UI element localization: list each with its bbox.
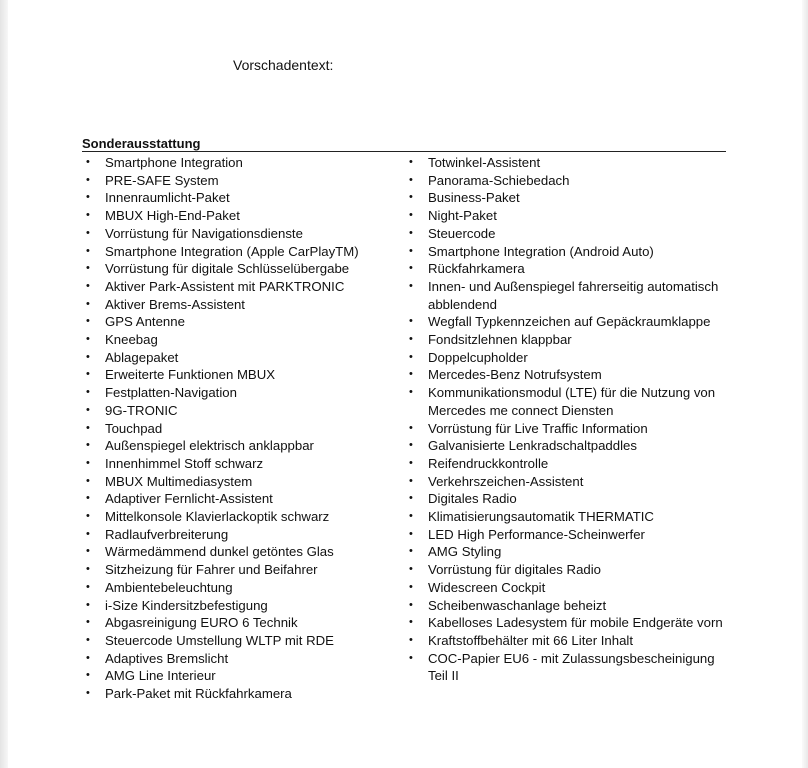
equipment-item-label: Erweiterte Funktionen MBUX: [105, 367, 276, 383]
equipment-item-label: Verkehrszeichen-Assistent: [428, 473, 584, 489]
equipment-item: [405, 207, 730, 225]
bullet-icon: •: [409, 421, 413, 434]
equipment-item-label: Klimatisierungsautomatik THERMATIC: [428, 509, 654, 525]
equipment-item-label: Vorrüstung für Live Traffic Information: [428, 420, 648, 436]
equipment-item: [82, 207, 392, 225]
equipment-item-label: Innen- und Außenspiegel fahrerseitig automatisch abblendend: [428, 278, 719, 312]
bullet-icon: •: [86, 510, 90, 523]
bullet-icon: •: [409, 580, 413, 593]
equipment-item: [405, 473, 730, 491]
bullet-icon: •: [86, 421, 90, 434]
equipment-item: [82, 632, 392, 650]
bullet-icon: •: [86, 173, 90, 186]
bullet-icon: •: [409, 616, 413, 629]
bullet-icon: •: [86, 633, 90, 646]
bullet-icon: •: [409, 350, 413, 363]
bullet-icon: •: [86, 297, 90, 310]
bullet-icon: •: [86, 315, 90, 328]
equipment-item: [82, 331, 392, 349]
equipment-item-label: Vorrüstung für Navigationsdienste: [105, 225, 303, 241]
equipment-item-label: LED High Performance-Scheinwerfer: [428, 526, 645, 542]
equipment-item: [82, 366, 392, 384]
bullet-icon: •: [409, 545, 413, 558]
equipment-item-label: MBUX High-End-Paket: [105, 208, 240, 224]
equipment-item-label: Kneebag: [105, 332, 158, 348]
bullet-icon: •: [409, 510, 413, 523]
bullet-icon: •: [86, 616, 90, 629]
bullet-icon: •: [409, 563, 413, 576]
equipment-item-label: Adaptiver Fernlicht-Assistent: [105, 491, 273, 507]
equipment-item-label: Vorrüstung für digitales Radio: [428, 562, 602, 578]
equipment-item: [405, 349, 730, 367]
bullet-icon: •: [409, 244, 413, 257]
equipment-item-label: Ablagepaket: [105, 349, 179, 365]
equipment-item: [405, 490, 730, 508]
bullet-icon: •: [409, 527, 413, 540]
equipment-item-label: Steuercode Umstellung WLTP mit RDE: [105, 632, 334, 648]
equipment-item: [405, 526, 730, 544]
equipment-item-label: Smartphone Integration: [105, 155, 243, 170]
equipment-item: [82, 278, 392, 296]
equipment-item-label: Doppelcupholder: [428, 349, 528, 365]
equipment-item: [405, 278, 730, 313]
bullet-icon: •: [409, 333, 413, 346]
bullet-icon: •: [409, 474, 413, 487]
equipment-item-label: COC-Papier EU6 - mit Zulassungsbescheinigung Teil II: [428, 650, 715, 684]
equipment-item-label: Touchpad: [105, 420, 163, 436]
bullet-icon: •: [86, 474, 90, 487]
bullet-icon: •: [86, 492, 90, 505]
equipment-item-label: Galvanisierte Lenkradschaltpaddles: [428, 438, 637, 454]
vorschaden-label: Vorschadentext:: [233, 57, 334, 73]
equipment-item: [405, 437, 730, 455]
equipment-item: [82, 667, 392, 685]
equipment-item: [405, 597, 730, 615]
bullet-icon: •: [86, 456, 90, 469]
equipment-item: [82, 225, 392, 243]
equipment-item-label: MBUX Multimediasystem: [105, 473, 253, 489]
equipment-item: [405, 366, 730, 384]
equipment-item-label: Aktiver Park-Assistent mit PARKTRONIC: [105, 278, 345, 294]
equipment-item-label: Night-Paket: [428, 208, 497, 224]
equipment-item: [82, 473, 392, 491]
equipment-item-label: Rückfahrkamera: [428, 261, 525, 277]
bullet-icon: •: [86, 439, 90, 452]
equipment-item-label: Park-Paket mit Rückfahrkamera: [105, 686, 292, 702]
equipment-item-label: Kommunikationsmodul (LTE) für die Nutzung von Mercedes me connect Diensten: [428, 385, 716, 418]
equipment-item: [405, 543, 730, 561]
equipment-item: [82, 154, 392, 172]
equipment-item: [405, 632, 730, 650]
bullet-icon: •: [409, 279, 413, 292]
bullet-icon: •: [86, 598, 90, 611]
equipment-item-label: Reifendruckkontrolle: [428, 455, 549, 471]
bullet-icon: •: [409, 439, 413, 452]
equipment-item-label: Totwinkel-Assistent: [428, 155, 541, 170]
equipment-item: [82, 420, 392, 438]
equipment-item: [82, 384, 392, 402]
bullet-icon: •: [409, 651, 413, 664]
equipment-item: [82, 349, 392, 367]
equipment-item: [82, 561, 392, 579]
equipment-item-label: Wärmedämmend dunkel getöntes Glas: [105, 544, 334, 560]
equipment-item-label: Digitales Radio: [428, 491, 517, 507]
equipment-item-label: Kabelloses Ladesystem für mobile Endgeräte vorn: [428, 615, 723, 631]
bullet-icon: •: [86, 368, 90, 381]
equipment-item-label: Scheibenwaschanlage beheizt: [428, 597, 607, 613]
equipment-item-label: Smartphone Integration (Android Auto): [428, 243, 654, 259]
equipment-item: [82, 455, 392, 473]
bullet-icon: •: [409, 456, 413, 469]
equipment-item-label: Vorrüstung für digitale Schlüsselübergabe: [105, 261, 350, 277]
equipment-item: [82, 508, 392, 526]
equipment-item: [82, 543, 392, 561]
equipment-item-label: Festplatten-Navigation: [105, 385, 237, 401]
bullet-icon: •: [409, 492, 413, 505]
equipment-item: [405, 313, 730, 331]
bullet-icon: •: [86, 687, 90, 700]
bullet-icon: •: [86, 545, 90, 558]
equipment-item: [82, 296, 392, 314]
equipment-item-label: Mittelkonsole Klavierlackoptik schwarz: [105, 509, 330, 525]
equipment-item-label: Sitzheizung für Fahrer und Beifahrer: [105, 562, 318, 578]
equipment-item: [405, 172, 730, 190]
equipment-item-label: Widescreen Cockpit: [428, 579, 546, 595]
equipment-item: [82, 313, 392, 331]
equipment-item: [405, 260, 730, 278]
equipment-item: [405, 331, 730, 349]
equipment-item: [82, 490, 392, 508]
equipment-item-label: Kraftstoffbehälter mit 66 Liter Inhalt: [428, 632, 634, 648]
equipment-item: [405, 189, 730, 207]
bullet-icon: •: [409, 191, 413, 204]
equipment-item: [405, 154, 730, 172]
equipment-item: [405, 614, 730, 632]
equipment-item-label: Wegfall Typkennzeichen auf Gepäckraumklappe: [428, 314, 711, 330]
equipment-item-label: Business-Paket: [428, 190, 520, 206]
equipment-item-label: Innenraumlicht-Paket: [105, 190, 230, 206]
bullet-icon: •: [409, 315, 413, 328]
bullet-icon: •: [86, 669, 90, 682]
bullet-icon: •: [86, 386, 90, 399]
equipment-item-label: i-Size Kindersitzbefestigung: [105, 597, 268, 613]
equipment-item: [82, 579, 392, 597]
bullet-icon: •: [409, 262, 413, 275]
equipment-item: [82, 189, 392, 207]
page-shadow-right: [802, 0, 808, 768]
bullet-icon: •: [409, 156, 413, 168]
bullet-icon: •: [86, 279, 90, 292]
bullet-icon: •: [86, 651, 90, 664]
equipment-item-label: Panorama-Schiebedach: [428, 172, 570, 188]
equipment-item: [405, 508, 730, 526]
equipment-item: [82, 685, 392, 703]
equipment-item: [405, 579, 730, 597]
bullet-icon: •: [409, 226, 413, 239]
bullet-icon: •: [86, 563, 90, 576]
bullet-icon: •: [409, 633, 413, 646]
bullet-icon: •: [86, 403, 90, 416]
equipment-item-label: PRE-SAFE System: [105, 172, 219, 188]
bullet-icon: •: [86, 333, 90, 346]
equipment-item-label: Mercedes-Benz Notrufsystem: [428, 367, 602, 383]
equipment-item: [405, 650, 730, 685]
equipment-item-label: AMG Line Interieur: [105, 668, 216, 684]
equipment-item: [405, 243, 730, 261]
equipment-item-label: Smartphone Integration (Apple CarPlayTM): [105, 243, 359, 259]
equipment-item-label: Adaptives Bremslicht: [105, 650, 229, 666]
bullet-icon: •: [86, 209, 90, 222]
equipment-item: [82, 402, 392, 420]
equipment-item: [82, 597, 392, 615]
equipment-list-left: [82, 154, 392, 703]
equipment-item-label: Radlaufverbreiterung: [105, 526, 229, 542]
bullet-icon: •: [86, 350, 90, 363]
bullet-icon: •: [409, 386, 413, 399]
equipment-item: [82, 243, 392, 261]
bullet-icon: •: [409, 598, 413, 611]
equipment-item: [82, 260, 392, 278]
equipment-item: [405, 225, 730, 243]
equipment-item: [82, 614, 392, 632]
equipment-item-label: Außenspiegel elektrisch anklappbar: [105, 438, 314, 454]
section-title-sonderausstattung: Sonderausstattung: [82, 136, 726, 152]
bullet-icon: •: [86, 191, 90, 204]
equipment-item: [405, 561, 730, 579]
bullet-icon: •: [86, 527, 90, 540]
equipment-item-label: AMG Styling: [428, 544, 502, 560]
bullet-icon: •: [86, 580, 90, 593]
equipment-item-label: Abgasreinigung EURO 6 Technik: [105, 615, 298, 631]
equipment-item-label: Fondsitzlehnen klappbar: [428, 332, 572, 348]
equipment-item: [82, 650, 392, 668]
equipment-item-label: Aktiver Brems-Assistent: [105, 296, 245, 312]
bullet-icon: •: [86, 226, 90, 239]
equipment-list-right: [405, 154, 730, 685]
bullet-icon: •: [86, 156, 90, 168]
equipment-item: [405, 420, 730, 438]
bullet-icon: •: [409, 368, 413, 381]
equipment-item: [405, 384, 730, 419]
page-shadow-left: [0, 0, 8, 768]
equipment-item-label: 9G-TRONIC: [105, 402, 178, 418]
equipment-item-label: Steuercode: [428, 225, 496, 241]
bullet-icon: •: [409, 209, 413, 222]
equipment-item: [405, 455, 730, 473]
equipment-item: [82, 437, 392, 455]
equipment-item-label: GPS Antenne: [105, 314, 185, 330]
bullet-icon: •: [86, 244, 90, 257]
equipment-item-label: Innenhimmel Stoff schwarz: [105, 455, 264, 471]
equipment-item: [82, 526, 392, 544]
equipment-item: [82, 172, 392, 190]
equipment-item-label: Ambientebeleuchtung: [105, 579, 233, 595]
bullet-icon: •: [86, 262, 90, 275]
bullet-icon: •: [409, 173, 413, 186]
